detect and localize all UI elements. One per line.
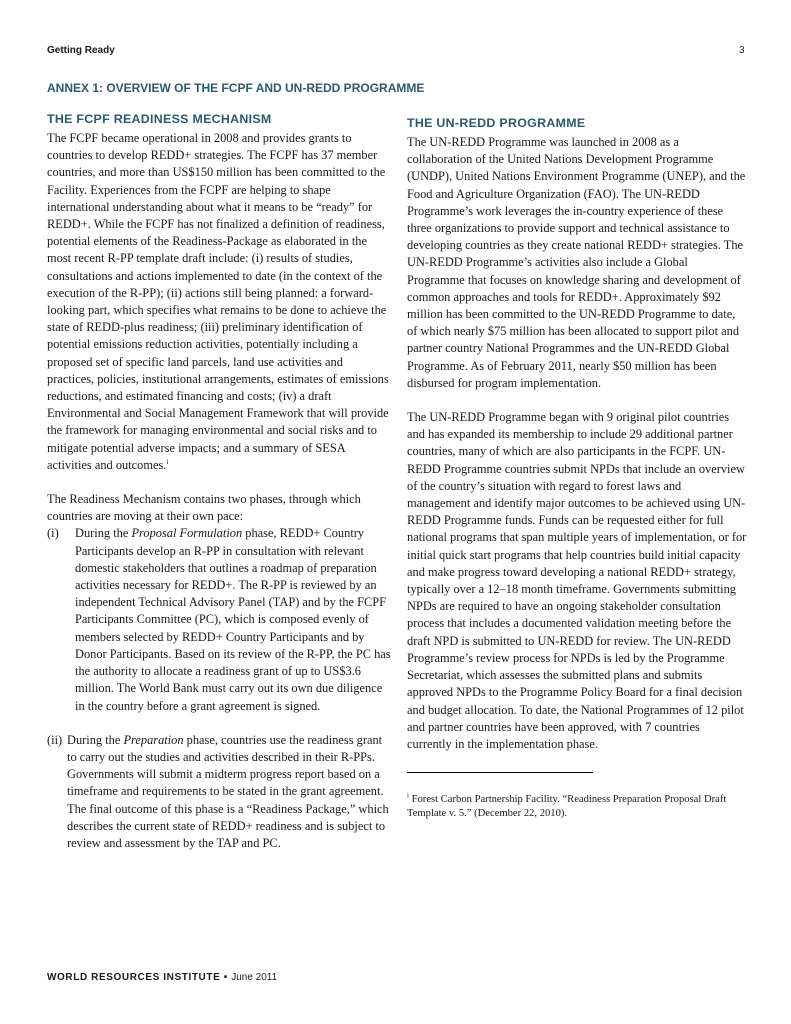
phase-name: Preparation	[123, 732, 184, 747]
footnote-divider	[407, 772, 593, 773]
left-column	[47, 112, 391, 852]
unredd-heading: THE UN-REDD PROGRAMME	[407, 116, 586, 130]
list-item-number: (ii)	[47, 732, 63, 747]
unredd-paragraph-1: The UN-REDD Programme was launched in 2008 as a collaboration of the United Nations Development Programme (UNDP), United Nations Environment Programme (UNEP), and the Food and Agriculture Organization (FAO). The UN-REDD Programme’s work leverages the in-country experience of these three organizations to provide support and technical assistance to developing countries as they create national REDD+ strategies. The UN-REDD Programme’s activities also include a Global Programme that focuses on knowledge sharing and development of common approaches and tools for REDD+. Approximately $92 million has been committed to the UN-REDD Programme to date, of which nearly $75 million has been allocated to support pilot and partner country National Programmes and the UN-REDD Global Programme. As of February 2011, nearly $50 million has been disbursed for program implementation.	[407, 135, 746, 390]
list-item-text: During the Proposal Formulation phase, REDD+ Country Participants develop an R-PP in consultation with relevant domestic stakeholders that outlines a roadmap of preparation activities necessary for REDD+. The R-PP is reviewed by an independent Technical Advisory Panel (TAP) and by the FCPF Participants Committee (PC), which is composed evenly of members selected by REDD+ Country Participants and by Donor Participants. Based on its review of the R-PP, the PC has the authority to allocate a readiness grant of up to US$3.6 million. The World Bank must carry out its own due diligence in the country before a grant agreement is signed.	[75, 526, 391, 713]
page-number: 3	[739, 45, 745, 56]
phase-name: Proposal Formulation	[131, 526, 243, 541]
list-item-text: During the Preparation phase, countries use the readiness grant to carry out the studies and activities described in their R-PPs. Governments will submit a midterm progress report based on a timeframe and requirements to be stated in the grant agreement. The final outcome of this phase is a “Readiness Package,” which describes the current state of REDD+ readiness and is subject to review and assessment by the TAP and PC.	[67, 732, 389, 850]
footnote-marker: i	[407, 791, 409, 800]
footnote-text: Forest Carbon Partnership Facility. “Readiness Preparation Proposal Draft Template v. 5.” (December 22, 2010).	[407, 794, 727, 819]
footnote	[407, 793, 747, 820]
footer-org: WORLD RESOURCES INSTITUTE	[47, 972, 221, 983]
endnote-marker: i	[166, 457, 169, 466]
fcpf-paragraph-2: The Readiness Mechanism contains two phases, through which countries are moving at their own pace:	[47, 492, 361, 524]
fcpf-paragraph-1	[47, 130, 391, 474]
running-header: Getting Ready	[47, 45, 115, 56]
fcpf-heading: THE FCPF READINESS MECHANISM	[47, 112, 272, 126]
annex-title: ANNEX 1: OVERVIEW OF THE FCPF AND UN-REDD PROGRAMME	[47, 81, 425, 95]
footer-separator: •	[220, 972, 232, 983]
page-footer	[47, 972, 277, 983]
right-column	[407, 116, 747, 820]
list-item	[47, 732, 391, 852]
unredd-paragraph-2: The UN-REDD Programme began with 9 original pilot countries and has expanded its membership to include 29 additional partner countries, many of which are also participants in the FCPF. UN-REDD Programme countries submit NPDs that include an overview of the country’s situation with regard to forest laws and management and identify major outcomes to be achieved using UN-REDD Programme funds. Funds can be requested either for full national programs that span multiple years of implementation, or for initial quick start programs that help countries build initial capacity and make progress toward developing a national REDD+ strategy, typically over a 12–18 month timeframe. Governments submitting NPDs are required to have an ongoing stakeholder consultation process that includes a documented validation meeting before the draft NPD is submitted to UN-REDD for review. The UN-REDD Programme’s review process for NPDs is led by the Programme Secretariat, which assesses the submitted plans and submits approved NPDs to the Programme Policy Board for a final decision and budget allocation. To date, the National Programmes of 12 pilot and partner countries have been approved, with 7 countries currently in the implementation phase.	[407, 410, 747, 751]
list-item-number: (i)	[47, 526, 59, 541]
footer-date: June 2011	[231, 972, 278, 983]
list-item	[47, 525, 391, 714]
fcpf-paragraph-1-text: The FCPF became operational in 2008 and provides grants to countries to develop REDD+ strategies. The FCPF has 37 member countries, and more than US$150 million has been committed to the Facility. Experiences from the FCPF are helping to shape international understanding about what it means to be “ready” for REDD+. While the FCPF has not finalized a definition of readiness, potential elements of the Readiness-Package as elaborated in the most recent R-PP template draft include: (i) results of studies, consultations and actions implemented to date (in the context of the execution of the R-PP); (ii) actions still being planned: a forward-looking part, which specifies what remains to be done to achieve the state of REDD-plus readiness; (iii) preliminary identification of potential emissions reduction activities, potentially including a proposed set of specific land parcels, land use activities and practices, policies, institutional arrangements, estimates of emissions reductions, and estimated financing and costs; (iv) a draft Environmental and Social Management Framework that will provide the framework for managing environmental and social risks and to mitigate potential adverse impacts; and a summary of SESA activities and outcomes.	[47, 131, 389, 472]
